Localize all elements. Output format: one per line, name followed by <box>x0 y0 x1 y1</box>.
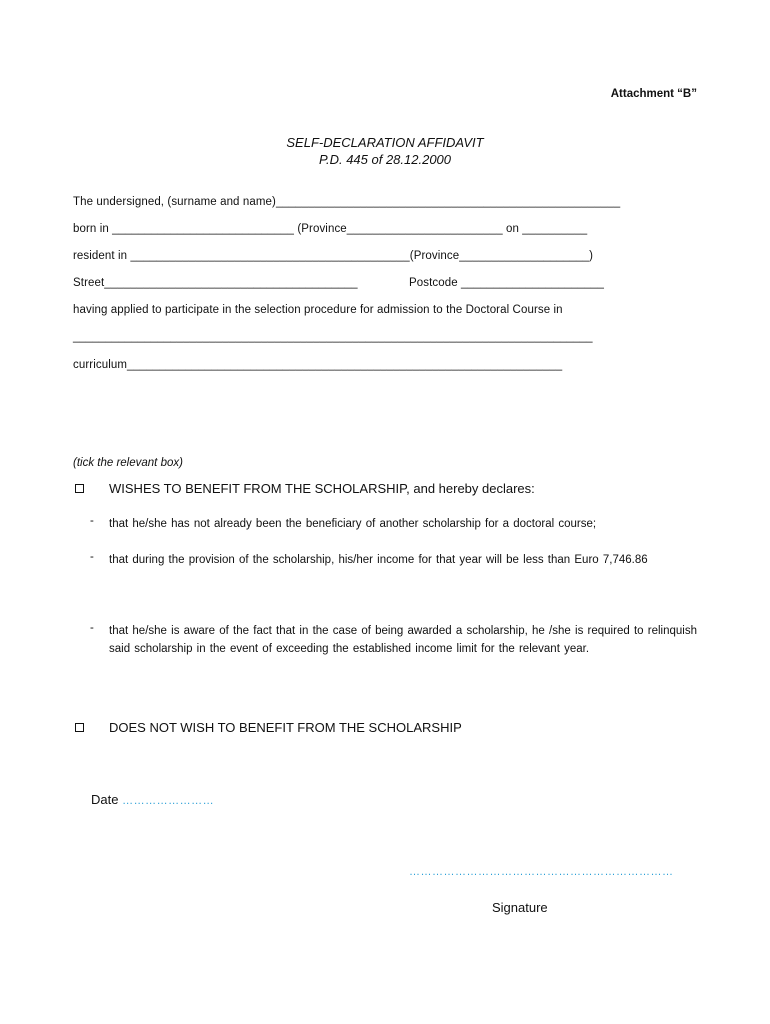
date-field[interactable]: …………………… <box>122 795 215 807</box>
bullet-dash: - <box>90 551 94 563</box>
not-wish-label: DOES NOT WISH TO BENEFIT FROM THE SCHOLARSHIP <box>109 720 462 735</box>
bullet-dash: - <box>90 515 94 527</box>
wishes-checkbox[interactable] <box>75 484 84 493</box>
born-field[interactable]: born in ____________________________ (Province________________________ on __________ <box>73 223 588 235</box>
date-label <box>91 792 214 807</box>
document-title: SELF-DECLARATION AFFIDAVIT <box>286 135 484 150</box>
bullet-dash: - <box>90 622 94 634</box>
course-field[interactable]: ________________________________________________________________________________ <box>73 331 593 343</box>
tick-note: (tick the relevant box) <box>73 457 183 469</box>
undersigned-field[interactable]: The undersigned, (surname and name)_____________________________________________________ <box>73 196 621 208</box>
street-field[interactable]: Street_______________________________________ <box>73 277 358 289</box>
date-label-text: Date <box>91 792 119 807</box>
not-wish-checkbox[interactable] <box>75 723 84 732</box>
signature-field[interactable]: …………………………………………………………… <box>409 866 674 878</box>
wishes-label: WISHES TO BENEFIT FROM THE SCHOLARSHIP, and hereby declares: <box>109 481 535 496</box>
bullet-item: that he/she has not already been the beneficiary of another scholarship for a doctoral course; <box>109 518 597 530</box>
bullet-item: that during the provision of the scholarship, his/her income for that year will be less than Euro 7,746.86 <box>109 554 648 566</box>
applied-text: having applied to participate in the selection procedure for admission to the Doctoral Course in <box>73 304 563 316</box>
signature-label: Signature <box>492 900 548 915</box>
bullet-item: that he/she is aware of the fact that in the case of being awarded a scholarship, he /she is required to relinquish said scholarship in the event of exceeding the established income limit for the relevant year. <box>109 625 697 655</box>
curriculum-field[interactable]: curriculum___________________________________________________________________ <box>73 359 563 371</box>
resident-field[interactable]: resident in ___________________________________________(Province____________________) <box>73 250 594 262</box>
document-subtitle: P.D. 445 of 28.12.2000 <box>318 152 452 167</box>
postcode-field[interactable]: Postcode ______________________ <box>409 277 604 289</box>
attachment-label: Attachment “B” <box>610 88 697 100</box>
